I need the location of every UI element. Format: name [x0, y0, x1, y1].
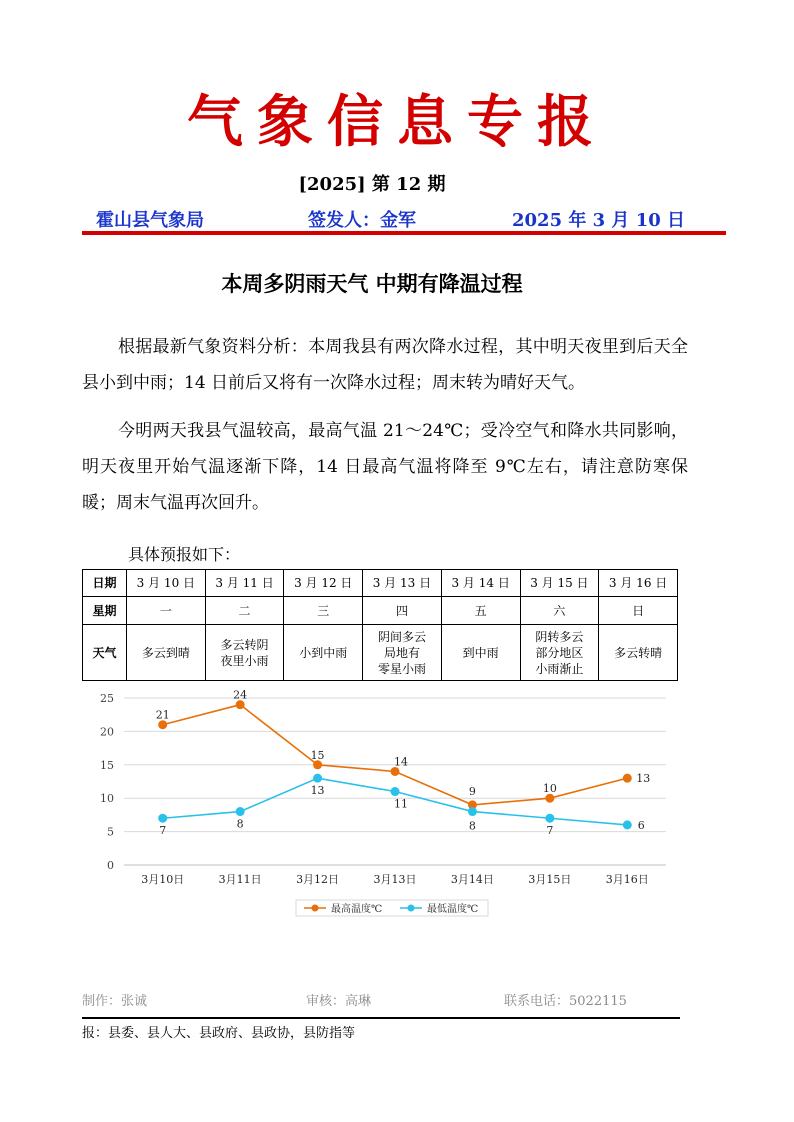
table-cell-weather: 小到中雨 — [284, 625, 363, 681]
table-cell-weekday: 五 — [441, 597, 520, 625]
data-point — [468, 807, 477, 816]
table-cell-weather: 阴间多云 局地有 零星小雨 — [363, 625, 442, 681]
legend-label: 最高温度℃ — [331, 904, 383, 915]
legend-label: 最低温度℃ — [427, 904, 479, 915]
y-tick-label: 20 — [100, 725, 114, 739]
table-cell-weekday: 三 — [284, 597, 363, 625]
x-tick-label: 3月16日 — [605, 873, 649, 886]
x-tick-label: 3月11日 — [218, 873, 262, 886]
data-label: 13 — [310, 784, 325, 798]
data-point — [236, 807, 245, 816]
data-point — [158, 814, 167, 823]
data-label: 7 — [159, 824, 167, 838]
data-label: 13 — [636, 772, 651, 786]
y-tick-label: 10 — [100, 792, 114, 806]
footer-reviewer: 审核：高琳 — [306, 994, 372, 1009]
table-cell-date: 3 月 16 日 — [599, 570, 678, 597]
headline: 本周多阴雨天气 中期有降温过程 — [221, 272, 523, 296]
data-label: 8 — [468, 819, 476, 833]
table-cell-date: 3 月 15 日 — [520, 570, 599, 597]
table-cell-date: 3 月 14 日 — [441, 570, 520, 597]
masthead-title: 气象信息专报 — [187, 89, 607, 155]
table-label-date: 日期 — [83, 570, 127, 597]
data-label: 11 — [394, 797, 408, 811]
data-label: 24 — [233, 688, 248, 702]
paragraph-1: 根据最新气象资料分析：本周我县有两次降水过程，其中明天夜里到后天全县小到中雨；14 日前后又将有一次降水过程；周末转为晴好天气。 — [82, 337, 688, 393]
table-cell-weekday: 一 — [127, 597, 206, 625]
data-label: 9 — [468, 784, 476, 798]
header-date: 2025 年 3 月 10 日 — [512, 210, 686, 231]
data-point — [545, 814, 554, 823]
table-cell-weather: 多云转阴 夜里小雨 — [205, 625, 284, 681]
table-cell-weather: 阴转多云 部分地区 小雨渐止 — [520, 625, 599, 681]
data-point — [313, 774, 322, 783]
header-signer: 签发人：金军 — [308, 210, 416, 231]
table-cell-weekday: 二 — [205, 597, 284, 625]
x-tick-label: 3月12日 — [296, 873, 340, 886]
table-cell-weather: 到中雨 — [441, 625, 520, 681]
x-tick-label: 3月14日 — [450, 873, 494, 886]
y-tick-label: 0 — [107, 859, 114, 872]
data-label: 15 — [310, 748, 325, 762]
header-red-rule — [82, 231, 726, 235]
table-cell-date: 3 月 10 日 — [127, 570, 206, 597]
forecast-intro: 具体预报如下： — [128, 545, 241, 564]
data-label: 6 — [637, 818, 645, 832]
table-cell-weekday: 四 — [363, 597, 442, 625]
header-org: 霍山县气象局 — [96, 210, 204, 231]
distribution-list: 报：县委、县人大、县政府、县政协，县防指等 — [82, 1026, 356, 1041]
forecast-table — [82, 569, 678, 681]
x-tick-label: 3月13日 — [373, 873, 417, 886]
x-tick-label: 3月15日 — [528, 873, 572, 886]
paragraph-2: 今明两天我县气温较高，最高气温 21～24℃；受冷空气和降水共同影响，明天夜里开始气温逐渐下降，14 日最高气温将降至 9℃左右，请注意防寒保暖；周末气温再次回升。 — [82, 421, 688, 513]
table-cell-weather: 多云转晴 — [599, 625, 678, 681]
table-cell-weekday: 日 — [599, 597, 678, 625]
y-tick-label: 5 — [107, 825, 114, 839]
footer-phone: 联系电话：5022115 — [504, 994, 627, 1009]
data-label: 7 — [546, 824, 554, 838]
table-label-weekday: 星期 — [83, 597, 127, 625]
table-cell-date: 3 月 13 日 — [363, 570, 442, 597]
table-cell-weather: 多云到晴 — [127, 625, 206, 681]
table-row-weekdays — [83, 597, 678, 625]
bottom-rule — [82, 1017, 680, 1019]
table-cell-weekday: 六 — [520, 597, 599, 625]
y-tick-label: 15 — [100, 758, 114, 772]
table-label-weather: 天气 — [83, 625, 127, 681]
legend-marker — [408, 905, 415, 912]
table-row-weather — [83, 625, 678, 681]
data-point — [623, 820, 632, 829]
table-cell-date: 3 月 11 日 — [205, 570, 284, 597]
data-label: 14 — [394, 755, 408, 769]
table-row-dates — [83, 570, 678, 597]
data-label: 8 — [236, 817, 244, 831]
x-tick-label: 3月10日 — [141, 873, 185, 886]
table-cell-date: 3 月 12 日 — [284, 570, 363, 597]
data-label: 10 — [542, 782, 557, 796]
data-point — [623, 774, 632, 783]
data-point — [391, 787, 400, 796]
data-label: 21 — [155, 708, 170, 722]
legend-marker — [312, 905, 319, 912]
footer-row — [82, 990, 642, 1010]
footer-maker: 制作：张诚 — [82, 994, 148, 1009]
issue-number: [2025] 第 12 期 — [298, 174, 446, 195]
header-line — [82, 204, 726, 232]
y-tick-label: 25 — [100, 692, 114, 705]
temperature-chart — [82, 684, 682, 924]
